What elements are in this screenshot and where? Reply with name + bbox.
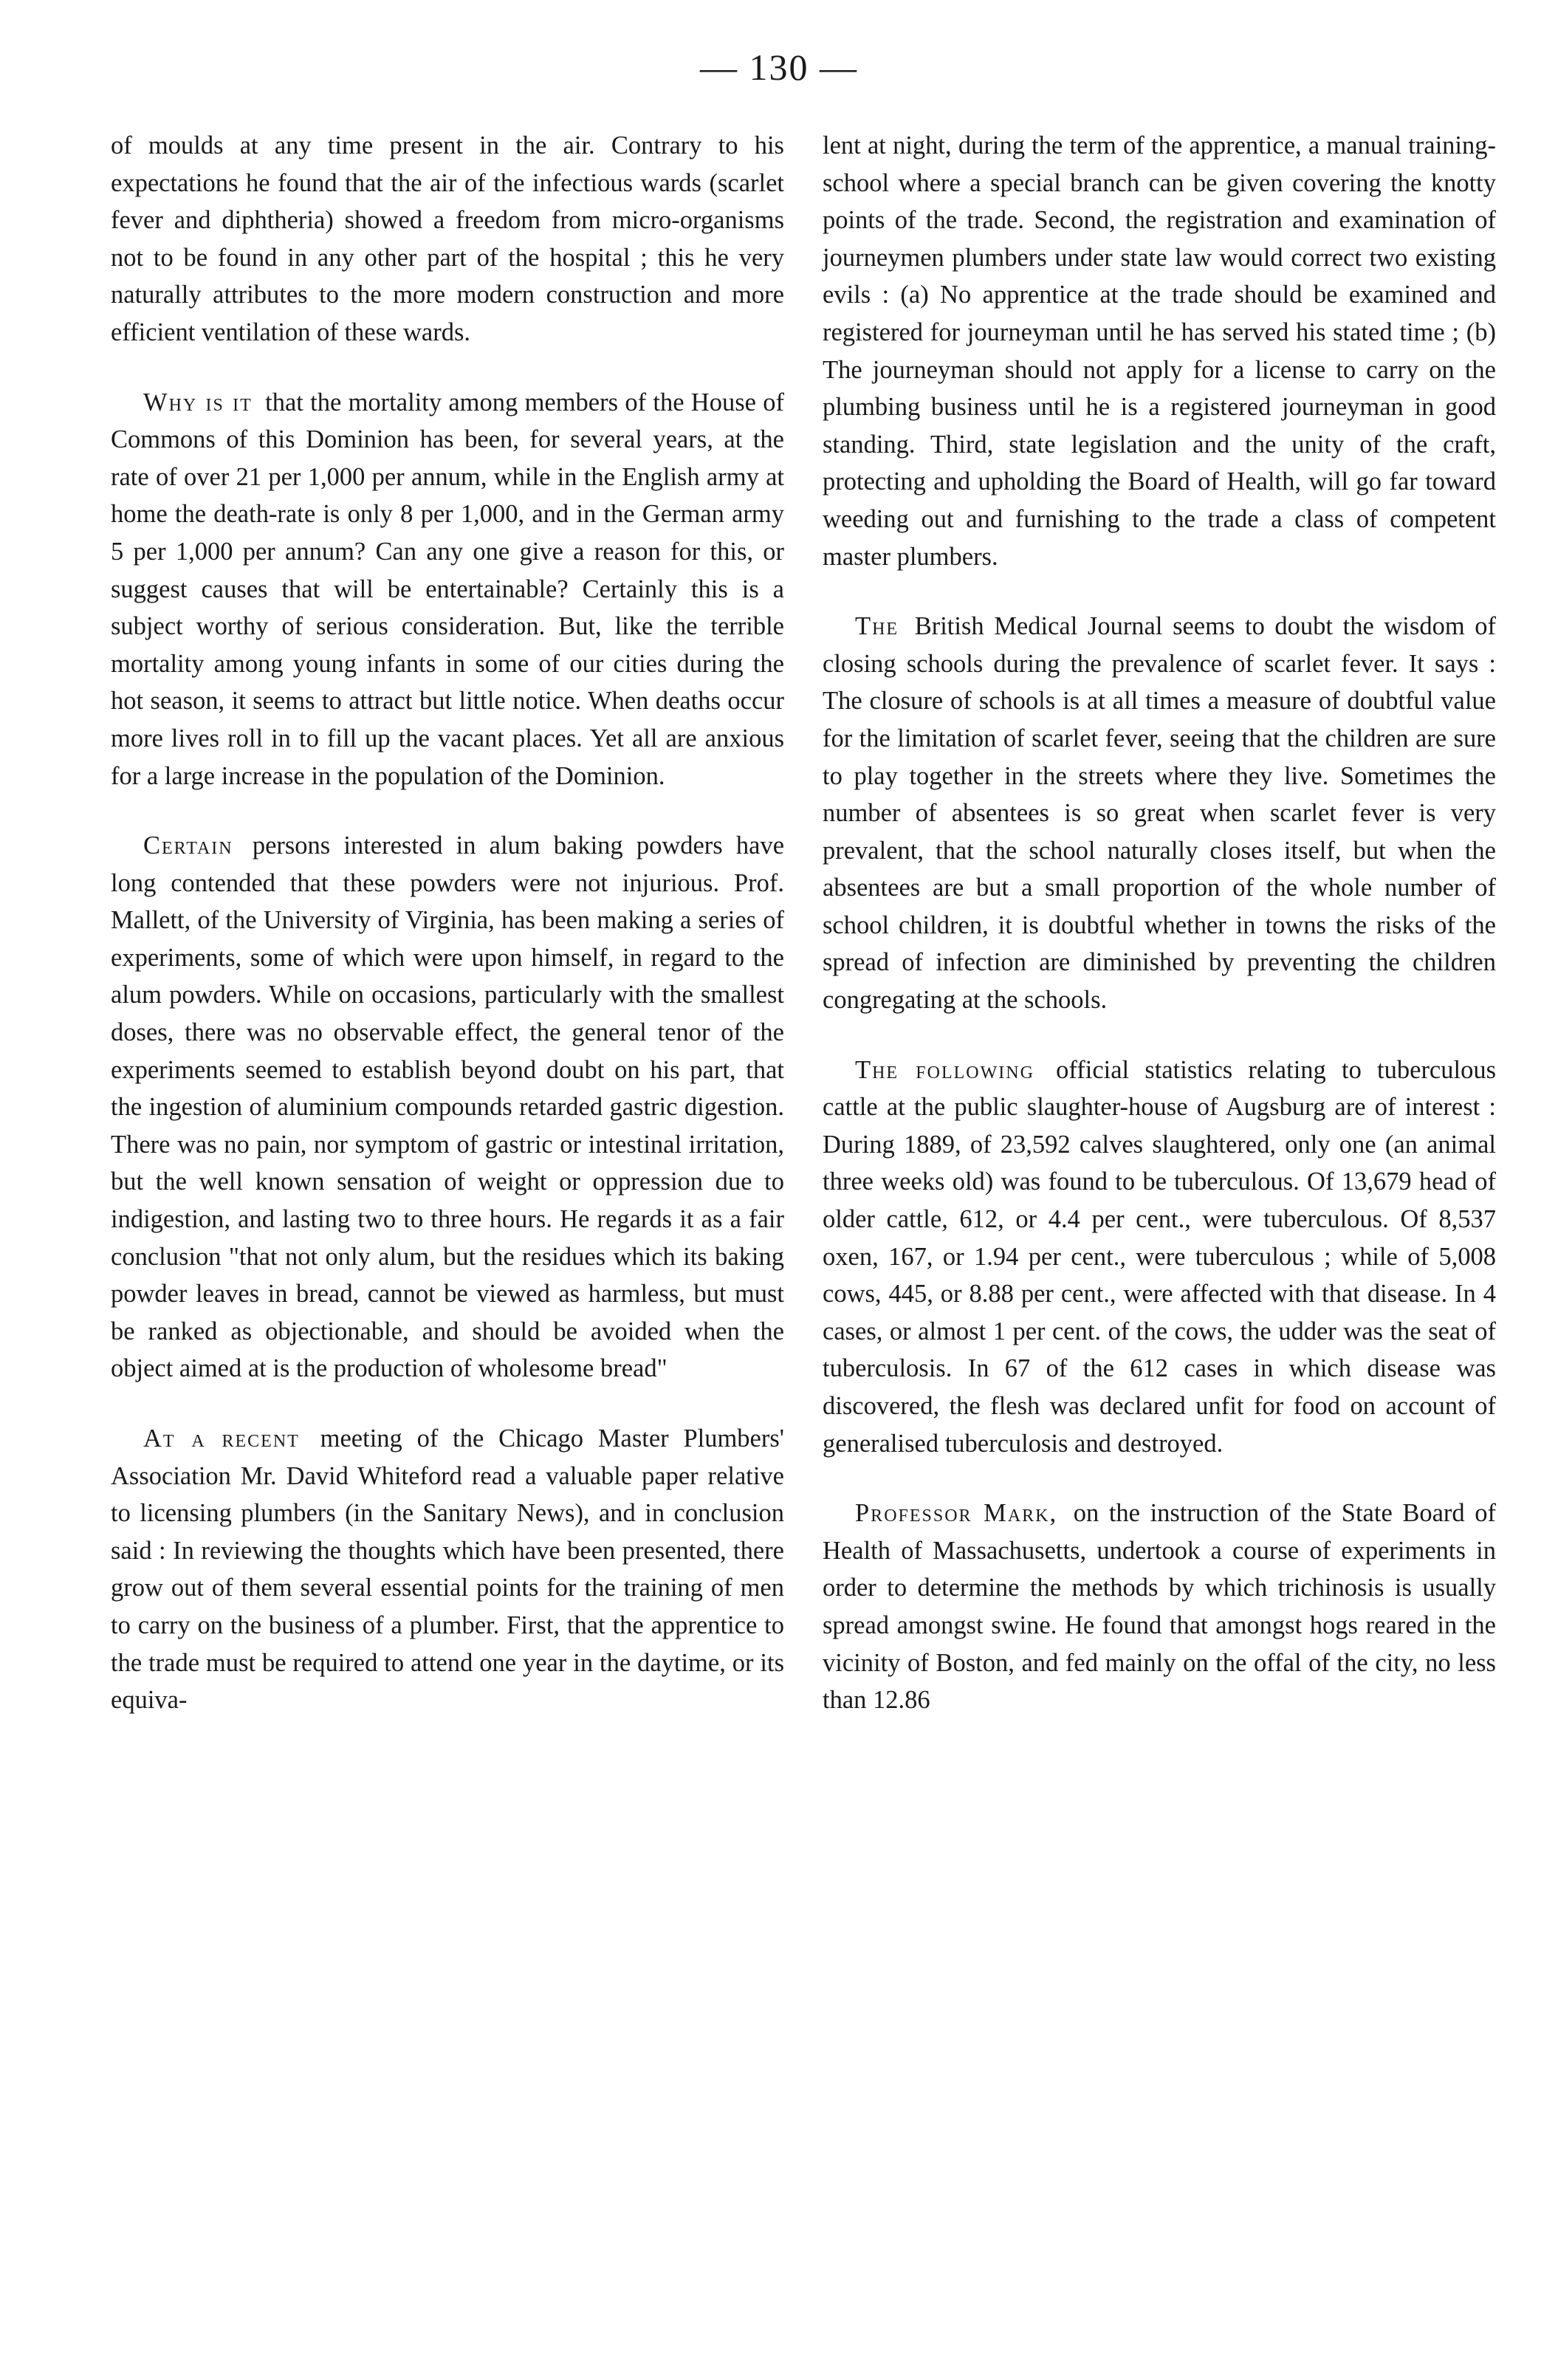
paragraph-lead: The xyxy=(855,612,899,641)
page-number: — 130 — xyxy=(700,47,858,88)
paragraph-text: official statistics relating to tuberculous cattle at the public slaughter-house of Augsburg are of interest : During 1889, of 23,592 calves slaughtered, only one (an animal three weeks old) was found to be tuberculous. Of 13,679 head of older cattle, 612, or 4.4 per cent., were tuberculous. Of 8,537 oxen, 167, or 1.94 per cent., were tuberculous ; while of 5,008 cows, 445, or 8.88 per cent., were affected with that disease. In 4 cases, or almost 1 per cent. of the cows, the udder was the seat of tuberculosis. In 67 of the 612 cases in which disease was discovered, the flesh was declared unfit for food on account of generalised tuberculosis and destroyed. xyxy=(823,1055,1497,1458)
paragraph-text: British Medical Journal seems to doubt the wisdom of closing schools during the prevalence of scarlet fever. It says : The closure of schools is at all times a measure of doubtful value for the limitation of scarlet fever, seeing that the children are sure to play together in the streets where they live. Sometimes the number of absentees is so great when scarlet fever is very prevalent, that the school naturally closes itself, but when the absentees are but a small proportion of the whole number of school children, it is doubtful whether in towns the risks of the spread of infection are diminished by preventing the children congregating at the schools. xyxy=(823,612,1497,1015)
paragraph-lead: Professor Mark, xyxy=(855,1499,1058,1528)
paragraph-house-of-commons-mortality xyxy=(111,384,784,795)
paragraph-tuberculous-cattle xyxy=(823,1052,1496,1463)
paragraph-text: that the mortality among members of the House of Commons of this Dominion has been, for several years, at the rate of over 21 per 1,000 per annum, while in the English army at home the death-rate is only 8 per 1,000, and in the German army 5 per 1,000 per annum? Can any one give a reason for this, or suggest causes that will be entertainable? Certainly this is a subject worthy of serious consideration. But, like the terrible mortality among young infants in some of our cities during the hot season, it seems to attract but little notice. When deaths occur more lives roll in to fill up the vacant places. Yet all are anxious for a large increase in the population of the Dominion. xyxy=(111,388,784,790)
paragraph-text: persons interested in alum baking powders have long contended that these powders were not injurious. Prof. Mallett, of the University of Virginia, has been making a series of experiments, some of which were upon himself, in regard to the alum powders. While on occasions, particularly with the smallest doses, there was no observable effect, the general tenor of the experiments seemed to establish beyond doubt on his part, that the ingestion of aluminium compounds retarded gastric digestion. There was no pain, nor symptom of gastric or intestinal irritation, but the well known sensation of weight or oppression due to indigestion, and lasting two to three hours. He regards it as a fair conclusion "that not only alum, but the residues which its baking powder leaves in bread, cannot be viewed as harmless, but must be ranked as objectionable, and should be avoided when the object aimed at is the production of wholesome bread" xyxy=(111,831,785,1383)
paragraph-lead: At a recent xyxy=(143,1424,300,1453)
paragraph-mould-air xyxy=(111,127,784,351)
paragraph-alum-baking-powders xyxy=(111,827,784,1388)
paragraph-lead: Why is it xyxy=(143,388,253,416)
right-column xyxy=(823,127,1496,1752)
paragraph-text: on the instruction of the State Board of Health of Massachusetts, undertook a course of experiments in order to determine the methods by which trichinosis is usually spread amongst swine. He found that amongst hogs reared in the vicinity of Boston, and fed mainly on the offal of the city, no less than 12.86 xyxy=(823,1499,1497,1715)
paragraph-lead: Certain xyxy=(143,831,233,860)
paragraph-lead: The following xyxy=(855,1055,1034,1084)
paragraph-text: meeting of the Chicago Master Plumbers' Association Mr. David Whiteford read a valuable paper relative to licensing plumbers (in the Sanitary News), and in conclusion said : In reviewing the thoughts which have been presented, there grow out of them several essential points for the training of men to carry on the business of a plumber. First, that the apprentice to the trade must be required to attend one year in the daytime, or its equiva- xyxy=(111,1424,785,1715)
paragraph-plumber-training xyxy=(823,127,1496,575)
paragraph-text: of moulds at any time present in the air. Contrary to his expectations he found that the air of the infectious wards (scarlet fever and diphtheria) showed a freedom from micro-organisms not to be found in any other part of the hospital ; this he very naturally attributes to the more modern construction and more efficient ventilation of these wards. xyxy=(111,131,784,346)
paragraph-chicago-plumbers xyxy=(111,1420,784,1719)
paragraph-trichinosis-swine xyxy=(823,1495,1496,1719)
paragraph-text: lent at night, during the term of the apprentice, a manual training-school where a special branch can be given covering the knotty points of the trade. Second, the registration and examination of journeymen plumbers under state law would correct two existing evils : (a) No apprentice at the trade should be examined and registered for journeyman until he has served his stated time ; (b) The journeyman should not apply for a license to carry on the plumbing business until he is a registered journeyman in good standing. Third, state legislation and the unity of the craft, protecting and upholding the Board of Health, will go far toward weeding out and furnishing to the trade a class of competent master plumbers. xyxy=(823,131,1496,571)
left-column xyxy=(111,127,784,1752)
paragraph-scarlet-fever-schools xyxy=(823,608,1496,1019)
